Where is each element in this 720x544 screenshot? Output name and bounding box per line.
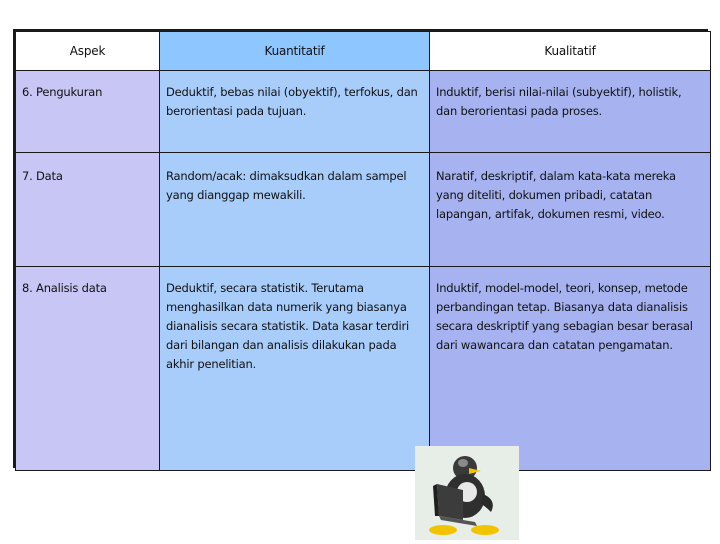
comparison-table [13,29,708,468]
cell-kualitatif: Induktif, model-model, teori, konsep, metode perbandingan tetap. Biasanya data dianalisis secara deskriptif yang sebagian besar berasal dari wawancara dan catatan pengamatan. [430,267,711,471]
table-row [16,71,711,153]
cell-kuantitatif: Random/acak: dimaksudkan dalam sampel yang dianggap mewakili. [160,153,430,267]
cell-aspek: 7. Data [16,153,160,267]
cell-aspek: 8. Analisis data [16,267,160,471]
cell-kualitatif: Naratif, deskriptif, dalam kata-kata mereka yang diteliti, dokumen pribadi, catatan lapangan, artifak, dokumen resmi, video. [430,153,711,267]
table-header-row [16,32,711,71]
penguin-laptop-illustration [415,446,519,540]
table-row [16,153,711,267]
penguin-laptop-icon [415,446,519,540]
cell-aspek: 6. Pengukuran [16,71,160,153]
header-aspek: Aspek [16,32,160,71]
table-row [16,267,711,471]
cell-kuantitatif: Deduktif, secara statistik. Terutama menghasilkan data numerik yang biasanya dianalisis secara statistik. Data kasar terdiri dari bilangan dan analisis dilakukan pada akhir penelitian. [160,267,430,471]
header-kuantitatif: Kuantitatif [160,32,430,71]
cell-kualitatif: Induktif, berisi nilai-nilai (subyektif), holistik, dan berorientasi pada proses. [430,71,711,153]
header-kualitatif: Kualitatif [430,32,711,71]
comparison-table-grid [15,31,711,471]
cell-kuantitatif: Deduktif, bebas nilai (obyektif), terfokus, dan berorientasi pada tujuan. [160,71,430,153]
